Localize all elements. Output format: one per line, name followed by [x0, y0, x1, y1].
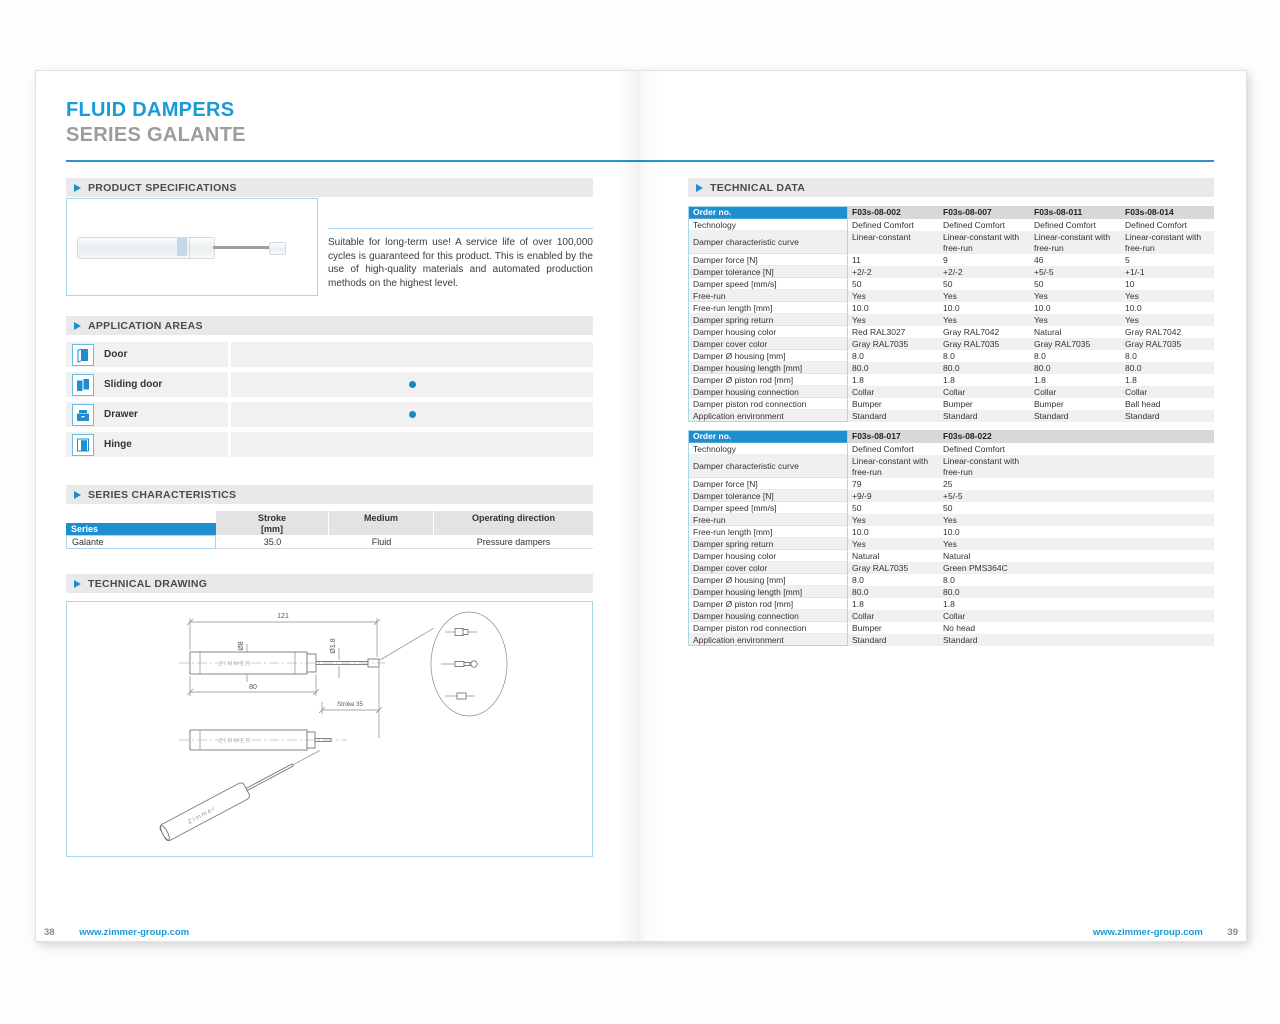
table-row [688, 598, 1214, 610]
cell-value: Gray RAL7035 [852, 563, 909, 573]
cell-value: 10.0 [1034, 303, 1051, 313]
row-label: Damper speed [mm/s] [688, 278, 848, 290]
section-header-technical-data [688, 178, 1214, 197]
arrow-right-icon [74, 184, 81, 192]
row-label: Damper housing length [mm] [688, 586, 848, 598]
cell-value: Linear-constant with free-run [943, 232, 1020, 253]
section-header-product-specifications [66, 178, 593, 197]
cell-value: Standard [1125, 411, 1160, 421]
cell-value: Natural [943, 551, 971, 561]
row-label: Damper cover color [688, 338, 848, 350]
connector-bumper [445, 629, 477, 636]
order-no-value: F03s-08-011 [1034, 207, 1083, 217]
cell-value: Collar [1125, 387, 1148, 397]
application-area-cell [66, 372, 228, 397]
application-area-label: Drawer [104, 409, 138, 420]
cell-value: Standard [943, 411, 978, 421]
cell-value: Yes [852, 315, 866, 325]
cell-value: 80.0 [852, 363, 869, 373]
door-icon [72, 344, 94, 366]
column-title: Medium [363, 513, 398, 523]
cell-value: Linear-constant with free-run [852, 456, 929, 477]
order-no-value: F03s-08-014 [1125, 207, 1174, 217]
cell-value: +5/-5 [943, 491, 963, 501]
order-no-value: F03s-08-002 [852, 207, 901, 217]
table-row [688, 490, 1214, 502]
section-header-technical-drawing [66, 574, 593, 593]
row-label: Damper spring return [688, 314, 848, 326]
dimension-overall-length [187, 613, 380, 657]
table-row [688, 266, 1214, 278]
section-title: TECHNICAL DATA [710, 181, 806, 194]
row-label: Damper housing length [mm] [688, 362, 848, 374]
cell-value: Yes [1125, 291, 1139, 301]
section-title: APPLICATION AREAS [88, 319, 203, 332]
row-label: Technology [688, 443, 848, 455]
cell-value: Linear-constant with free-run [1125, 232, 1202, 253]
cell-value: Natural [1034, 327, 1062, 337]
application-area-label: Sliding door [104, 379, 163, 390]
footer-left [44, 927, 189, 938]
cell-value: Yes [943, 315, 957, 325]
cell-value: 50 [1034, 279, 1044, 289]
section-title: PRODUCT SPECIFICATIONS [88, 181, 237, 194]
cell-value: 8.0 [943, 351, 955, 361]
dimension-label: 80 [249, 684, 257, 691]
dimension-label: Ø1.8 [330, 638, 337, 654]
table-row [688, 478, 1214, 490]
row-label: Damper force [N] [688, 478, 848, 490]
cell-value: 80.0 [1034, 363, 1051, 373]
cell-value: Gray RAL7035 [1125, 339, 1182, 349]
cell-value: Collar [943, 387, 966, 397]
cell-value: Yes [1125, 315, 1139, 325]
cell-value: 8.0 [852, 575, 864, 585]
arrow-right-icon [74, 491, 81, 499]
cell-value: 50 [852, 279, 862, 289]
dimension-label: Ø8 [238, 641, 245, 651]
table-row [688, 514, 1214, 526]
arrow-right-icon [696, 184, 703, 192]
table-row [688, 574, 1214, 586]
cell-value: Collar [1034, 387, 1057, 397]
cell-value: 10.0 [943, 303, 960, 313]
cell-value: Natural [852, 551, 880, 561]
cell-value: 1.8 [852, 599, 864, 609]
cell-value: Bumper [1034, 399, 1064, 409]
product-photo-box [66, 198, 318, 296]
cell-value: 10.0 [852, 303, 869, 313]
table-row [688, 622, 1214, 634]
application-area-value-cell [231, 402, 593, 427]
series-table-header [66, 511, 593, 535]
page-number: 39 [1227, 927, 1238, 938]
application-area-row [66, 372, 593, 397]
cell-value: 79 [852, 479, 862, 489]
stroke-value: 35.0 [216, 535, 329, 549]
page-title: FLUID DAMPERS [66, 99, 235, 121]
order-no-label: Order no. [688, 430, 848, 443]
order-no-value: F03s-08-022 [943, 431, 992, 441]
cell-value: 10.0 [1125, 303, 1142, 313]
cell-value: 80.0 [1125, 363, 1142, 373]
table-row [688, 398, 1214, 410]
table-row [688, 410, 1214, 422]
row-label: Damper force [N] [688, 254, 848, 266]
operating-direction-value: Pressure dampers [434, 535, 593, 549]
page-spine-shadow [619, 71, 663, 941]
row-label: Damper piston rod connection [688, 398, 848, 410]
section-header-application-areas [66, 316, 593, 335]
series-table-row [66, 535, 593, 549]
cell-value: Bumper [852, 399, 882, 409]
damper-tip [269, 242, 286, 255]
cell-value: 25 [943, 479, 953, 489]
technical-data-table-1 [688, 206, 1214, 422]
row-label: Damper Ø housing [mm] [688, 350, 848, 362]
cell-value: 50 [852, 503, 862, 513]
row-label: Damper tolerance [N] [688, 490, 848, 502]
cell-value: Yes [852, 291, 866, 301]
cell-value: 10 [1125, 279, 1135, 289]
table-row [688, 443, 1214, 455]
arrow-right-icon [74, 322, 81, 330]
row-label: Damper housing connection [688, 610, 848, 622]
connector-no-head [445, 693, 475, 699]
table-header-row [688, 430, 1214, 443]
cell-value: Yes [852, 539, 866, 549]
row-label: Free-run [688, 290, 848, 302]
drawer-icon [72, 404, 94, 426]
column-title: Stroke [257, 513, 286, 523]
cell-value: Bumper [852, 623, 882, 633]
cell-value: Yes [852, 515, 866, 525]
section-title: SERIES CHARACTERISTICS [88, 488, 237, 501]
row-label: Damper housing color [688, 550, 848, 562]
dimension-label: 121 [277, 613, 289, 620]
series-column-headers [216, 511, 593, 535]
dimension-rod-diameter [330, 638, 339, 678]
cell-value: 10.0 [943, 527, 960, 537]
cell-value: Linear-constant [852, 232, 911, 242]
series-corner-cell [66, 511, 216, 535]
brand-marking: ZIMMER [219, 738, 252, 745]
cell-value: 8.0 [943, 575, 955, 585]
table-row [688, 350, 1214, 362]
cell-value: Bumper [943, 399, 973, 409]
cell-value: 80.0 [943, 587, 960, 597]
application-area-row [66, 432, 593, 457]
cell-value: +5/-5 [1034, 267, 1054, 277]
series-characteristics-table [66, 511, 593, 549]
table-row [688, 526, 1214, 538]
damper-isometric-view [159, 743, 325, 842]
brand-marking: ZIMMER [219, 661, 252, 668]
medium-value: Fluid [329, 535, 434, 549]
cell-value: 5 [1125, 255, 1130, 265]
table-row [688, 314, 1214, 326]
catalog-spread [35, 70, 1247, 942]
cell-value: Gray RAL7035 [1034, 339, 1091, 349]
row-label: Damper Ø housing [mm] [688, 574, 848, 586]
cell-value: +1/-1 [1125, 267, 1145, 277]
cell-value: +2/-2 [943, 267, 963, 277]
row-label: Damper Ø piston rod [mm] [688, 374, 848, 386]
page-number: 38 [44, 927, 55, 938]
application-area-label: Door [104, 349, 128, 360]
row-label: Damper piston rod connection [688, 622, 848, 634]
cell-value: Yes [943, 291, 957, 301]
detail-circle [380, 612, 507, 716]
cell-value: Standard [852, 635, 887, 645]
cell-value: Defined Comfort [852, 444, 914, 454]
damper-top-view [179, 652, 385, 674]
application-area-row [66, 402, 593, 427]
application-area-cell [66, 402, 228, 427]
series-corner-label: Series [66, 523, 216, 535]
table-row [688, 386, 1214, 398]
table-row [688, 374, 1214, 386]
row-label: Damper cover color [688, 562, 848, 574]
damper-rod [213, 246, 269, 249]
column-unit: [mm] [261, 524, 283, 534]
cell-value: Linear-constant with free-run [943, 456, 1020, 477]
row-label: Application environment [688, 410, 848, 422]
cell-value: Ball head [1125, 399, 1161, 409]
technical-drawing-box [66, 601, 593, 857]
cell-value: Defined Comfort [943, 220, 1005, 230]
application-area-value-cell [231, 432, 593, 457]
application-area-value-cell [231, 372, 593, 397]
cell-value: Defined Comfort [852, 220, 914, 230]
dimension-housing-length [187, 674, 319, 696]
damper-body [77, 237, 207, 259]
row-label: Damper speed [mm/s] [688, 502, 848, 514]
cell-value: Standard [1034, 411, 1069, 421]
cell-value: 80.0 [852, 587, 869, 597]
cell-value: Gray RAL7042 [1125, 327, 1182, 337]
cell-value: 1.8 [943, 375, 955, 385]
column-header-stroke [216, 511, 329, 535]
product-description: Suitable for long-term use! A service life of over 100,000 cycles is guaranteed for this product. This is enabled by the use of high-quality materials and automated production methods on the highest level. [328, 228, 593, 290]
cell-value: Defined Comfort [943, 444, 1005, 454]
cell-value: 50 [943, 503, 953, 513]
technical-data-table-2 [688, 430, 1214, 646]
cell-value: 1.8 [943, 599, 955, 609]
section-header-series-characteristics [66, 485, 593, 504]
table-row [688, 302, 1214, 314]
table-row [688, 219, 1214, 231]
cell-value: 9 [943, 255, 948, 265]
row-label: Free-run length [mm] [688, 302, 848, 314]
cell-value: 1.8 [1034, 375, 1046, 385]
order-no-value: F03s-08-017 [852, 431, 901, 441]
damper-band [177, 238, 187, 256]
row-label: Damper housing color [688, 326, 848, 338]
cell-value: +9/-9 [852, 491, 872, 501]
dimension-stroke [319, 668, 382, 738]
cell-value: No head [943, 623, 976, 633]
column-header-medium [329, 511, 434, 535]
table-row [688, 326, 1214, 338]
cell-value: Yes [1034, 315, 1048, 325]
cell-value: 46 [1034, 255, 1044, 265]
table-row [688, 538, 1214, 550]
table-row [688, 550, 1214, 562]
cell-value: 80.0 [943, 363, 960, 373]
cell-value: 8.0 [1034, 351, 1046, 361]
cell-value: Yes [943, 515, 957, 525]
row-label: Damper spring return [688, 538, 848, 550]
cell-value: Gray RAL7042 [943, 327, 1000, 337]
application-dot [409, 411, 416, 418]
table-row [688, 610, 1214, 622]
footer-right [1093, 927, 1238, 938]
website-link[interactable]: www.zimmer-group.com [1092, 927, 1203, 938]
cell-value: Yes [1034, 291, 1048, 301]
table-row [688, 455, 1214, 478]
cell-value: 1.8 [852, 375, 864, 385]
row-label: Free-run length [mm] [688, 526, 848, 538]
application-area-cell [66, 432, 228, 457]
order-no-label: Order no. [688, 206, 848, 219]
connector-ball-head [441, 661, 477, 667]
row-label: Damper Ø piston rod [mm] [688, 598, 848, 610]
table-row [688, 502, 1214, 514]
cell-value: Gray RAL7035 [943, 339, 1000, 349]
row-label: Damper characteristic curve [688, 231, 848, 254]
table-row [688, 338, 1214, 350]
cell-value: +2/-2 [852, 267, 872, 277]
application-area-cell [66, 342, 228, 367]
cell-value: Collar [943, 611, 966, 621]
cell-value: 10.0 [852, 527, 869, 537]
order-no-value: F03s-08-007 [943, 207, 992, 217]
website-link[interactable]: www.zimmer-group.com [79, 927, 190, 938]
dimension-label: Stroke 35 [337, 702, 363, 708]
section-title: TECHNICAL DRAWING [88, 577, 208, 590]
row-label: Free-run [688, 514, 848, 526]
cell-value: Defined Comfort [1125, 220, 1187, 230]
row-label: Damper tolerance [N] [688, 266, 848, 278]
cell-value: Yes [943, 539, 957, 549]
cell-value: Collar [852, 387, 875, 397]
application-area-value-cell [231, 342, 593, 367]
table-row [688, 231, 1214, 254]
cell-value: Standard [943, 635, 978, 645]
cell-value: Linear-constant with free-run [1034, 232, 1111, 253]
application-dot [409, 381, 416, 388]
damper-side-view [179, 730, 347, 750]
page-subtitle: SERIES GALANTE [66, 124, 246, 146]
title-rule [66, 160, 1214, 162]
cell-value: Red RAL3027 [852, 327, 906, 337]
table-header-row [688, 206, 1214, 219]
technical-drawing-svg [67, 602, 592, 856]
table-row [688, 562, 1214, 574]
table-row [688, 254, 1214, 266]
application-area-row [66, 342, 593, 367]
application-areas-list [66, 342, 593, 462]
hinge-icon [72, 434, 94, 456]
cell-value: Defined Comfort [1034, 220, 1096, 230]
row-label: Application environment [688, 634, 848, 646]
row-label: Technology [688, 219, 848, 231]
cell-value: Green PMS364C [943, 563, 1008, 573]
table-row [688, 634, 1214, 646]
application-area-label: Hinge [104, 439, 132, 450]
row-label: Damper characteristic curve [688, 455, 848, 478]
column-header-operating-direction [434, 511, 593, 535]
brand-marking: Zimmer [186, 805, 218, 826]
table-row [688, 290, 1214, 302]
damper-product-image [77, 237, 307, 259]
table-row [688, 362, 1214, 374]
cell-value: 1.8 [1125, 375, 1137, 385]
series-name-cell: Galante [66, 535, 216, 549]
cell-value: Collar [852, 611, 875, 621]
sliding-door-icon [72, 374, 94, 396]
table-row [688, 278, 1214, 290]
column-title: Operating direction [471, 513, 555, 523]
table-row [688, 586, 1214, 598]
cell-value: 8.0 [1125, 351, 1137, 361]
cell-value: Standard [852, 411, 887, 421]
arrow-right-icon [74, 580, 81, 588]
cell-value: 11 [852, 255, 861, 265]
cell-value: 50 [943, 279, 953, 289]
cell-value: Gray RAL7035 [852, 339, 909, 349]
cell-value: 8.0 [852, 351, 864, 361]
damper-collar [189, 237, 215, 259]
row-label: Damper housing connection [688, 386, 848, 398]
